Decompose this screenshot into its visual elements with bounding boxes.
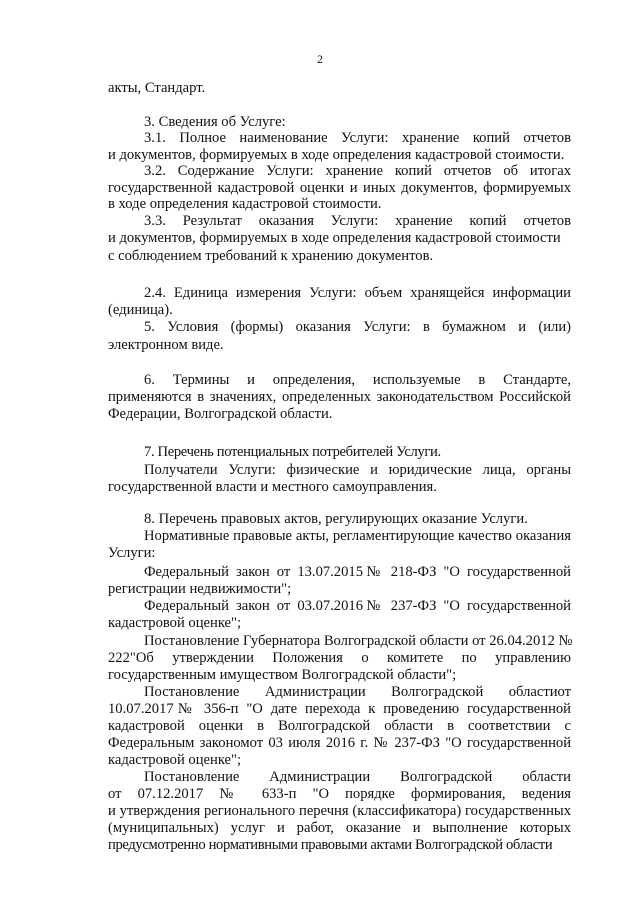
text-line: кадастровой оценки в Волгоградской области в соответствии с bbox=[108, 718, 571, 734]
text-line: и утверждения регионального перечня (классификатора) государственных bbox=[108, 803, 571, 819]
text-line: в ходе определения кадастровой стоимости. bbox=[108, 196, 382, 212]
text-line: государственным имуществом Волгоградской области"; bbox=[108, 667, 457, 683]
section-heading: 8. Перечень правовых актов, регулирующих оказание Услуги. bbox=[144, 511, 528, 527]
text-line: и документов, формируемых в ходе определения кадастровой стоимости. bbox=[108, 147, 565, 163]
text-line: 3.1. Полное наименование Услуги: хранение копий отчетов bbox=[144, 130, 571, 146]
text-line: электронном виде. bbox=[108, 337, 224, 353]
text-line: 6. Термины и определения, используемые в Стандарте, bbox=[144, 372, 571, 388]
text-line: Нормативные правовые акты, регламентирующие качество оказания bbox=[144, 528, 571, 544]
text-line: 222"Об утверждении Положения о комитете по управлению bbox=[108, 650, 571, 666]
text-line: регистрации недвижимости"; bbox=[108, 581, 292, 597]
text-line: государственной власти и местного самоуправления. bbox=[108, 479, 437, 495]
section-heading: 3. Сведения об Услуге: bbox=[144, 114, 286, 130]
text-line: (муниципальных) услуг и работ, оказание и выполнение которых bbox=[108, 820, 571, 836]
text-line: 3.3. Результат оказания Услуги: хранение копий отчетов bbox=[144, 213, 571, 229]
text-line: Федерации, Волгоградской области. bbox=[108, 406, 333, 422]
text-line: 3.2. Содержание Услуги: хранение копий отчетов об итогах bbox=[144, 163, 571, 179]
text-line: Услуги: bbox=[108, 545, 156, 561]
page-number: 2 bbox=[317, 52, 323, 66]
text-line: Федеральный закон от 13.07.2015№ 218-ФЗ "О государственной bbox=[144, 564, 571, 580]
text-line: и документов, формируемых в ходе определения кадастровой стоимости bbox=[108, 230, 561, 246]
text-line: 10.07.2017№ 356-п "О дате перехода к проведению государственной bbox=[108, 701, 571, 717]
text-line: Постановление Администрации Волгоградской областиот bbox=[144, 684, 571, 700]
text-line: Федеральным закономот 03 июля 2016 г. № 237-ФЗ "О государственной bbox=[108, 735, 571, 751]
text-line: применяются в значениях, определенных законодательством Российской bbox=[108, 389, 571, 405]
text-line: Постановление Администрации Волгоградской области bbox=[144, 769, 571, 785]
section-heading: 7. Перечень потенциальных потребителей Услуги. bbox=[144, 444, 441, 460]
text-line: (единица). bbox=[108, 302, 173, 318]
text-line: кадастровой оценке"; bbox=[108, 752, 242, 768]
text-line: акты, Стандарт. bbox=[108, 80, 206, 96]
text-line: государственной кадастровой оценки и иных документов, формируемых bbox=[108, 180, 571, 196]
text-line: 5. Условия (формы) оказания Услуги: в бумажном и (или) bbox=[144, 319, 571, 335]
text-line: предусмотренно нормативными правовыми актами Волгоградской области bbox=[108, 837, 553, 853]
text-line: кадастровой оценке"; bbox=[108, 615, 242, 631]
text-line: 2.4. Единица измерения Услуги: объем хранящейся информации bbox=[144, 285, 571, 301]
text-line: Получатели Услуги: физические и юридические лица, органы bbox=[144, 462, 571, 478]
text-line: с соблюдением требований к хранению документов. bbox=[108, 248, 434, 264]
text-line: Федеральный закон от 03.07.2016№ 237-ФЗ "О государственной bbox=[144, 598, 571, 614]
text-line: Постановление Губернатора Волгоградской области от 26.04.2012 № bbox=[144, 633, 573, 649]
text-line: от 07.12.2017 № 633-п "О порядке формирования, ведения bbox=[108, 786, 571, 802]
